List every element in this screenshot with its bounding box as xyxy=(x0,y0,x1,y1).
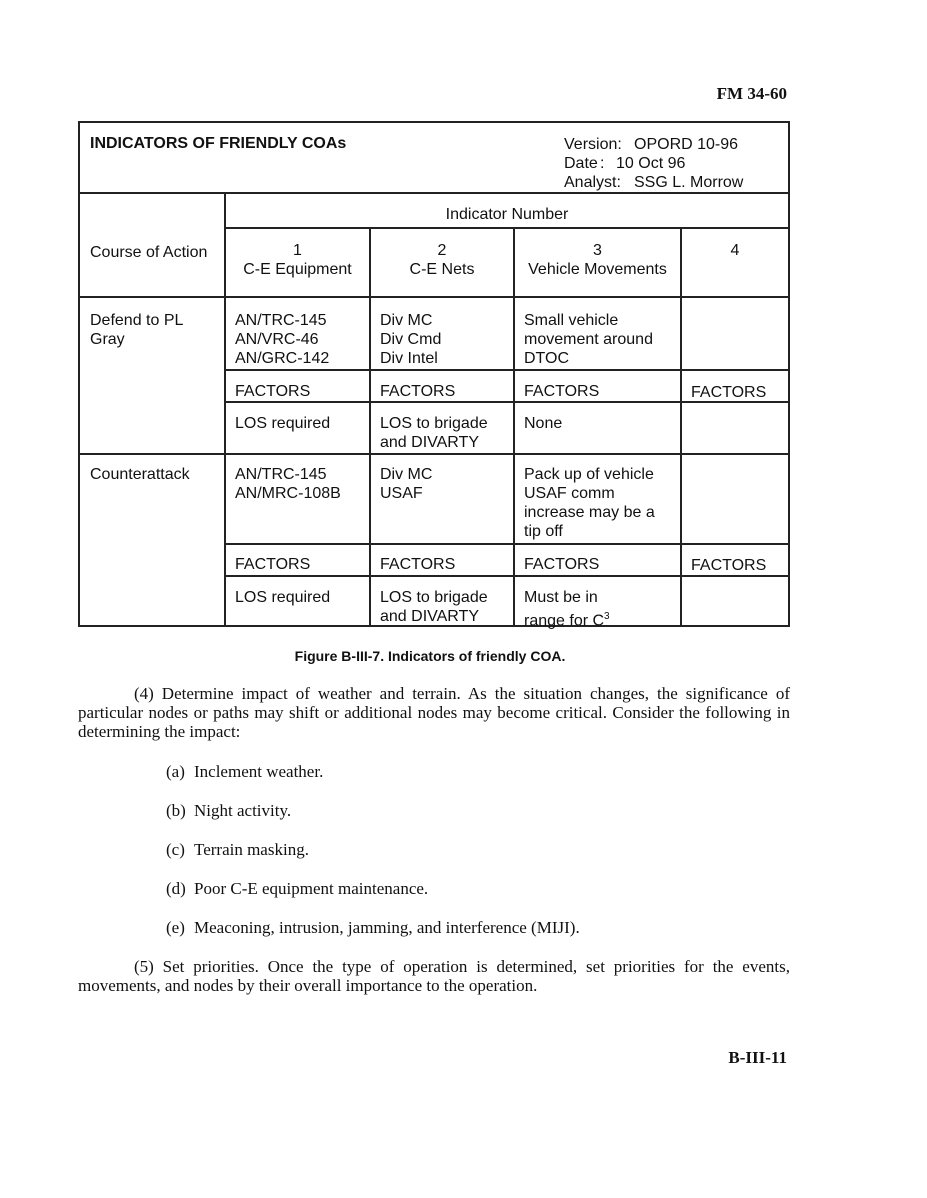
document-id-header: FM 34-60 xyxy=(716,84,787,103)
coa-defend-to-pl-gray: Defend to PL Gray xyxy=(90,312,184,348)
paragraph-5: (5) Set priorities. Once the type of operation is determined, set priorities for the events, movements, and nodes by their overall importance to the operation. xyxy=(78,957,790,995)
paragraph-4: (4) Determine impact of weather and terrain. As the situation changes, the significance of particular nodes or paths may shift or additional nodes may become critical. Consider the following in determining the impact: xyxy=(78,684,790,741)
column-header-2: 2 C-E Nets xyxy=(409,242,475,278)
row2-ce-nets: Div MC USAF xyxy=(380,466,433,502)
table-rule xyxy=(513,227,515,625)
factors-label: FACTORS xyxy=(235,383,311,400)
page-number: B-III-11 xyxy=(728,1048,787,1067)
factors-label: FACTORS xyxy=(691,557,767,574)
row1-factor-nets: LOS to brigade and DIVARTY xyxy=(380,415,488,451)
row2-factor-nets: LOS to brigade and DIVARTY xyxy=(380,589,488,625)
list-item: (c) Terrain masking. xyxy=(166,840,309,859)
row1-vehicle-movements: Small vehicle movement around DTOC xyxy=(524,312,653,367)
table-rule xyxy=(225,369,788,371)
list-item: (b) Night activity. xyxy=(166,801,292,820)
column-header-4: 4 xyxy=(730,242,740,259)
table-rule xyxy=(80,192,788,194)
coa-column-header: Course of Action xyxy=(90,244,208,261)
list-item: (e) Meaconing, intrusion, jamming, and interference (MIJI). xyxy=(166,918,580,937)
indicators-table xyxy=(78,121,790,630)
row1-factor-vehicles: None xyxy=(524,415,563,432)
column-header-3: 3 Vehicle Movements xyxy=(528,242,667,278)
figure-caption: Figure B-III-7. Indicators of friendly COA. xyxy=(294,648,566,664)
list-item: (a) Inclement weather. xyxy=(166,762,324,781)
table-rule xyxy=(369,227,371,625)
factors-label: FACTORS xyxy=(380,556,456,573)
factors-label: FACTORS xyxy=(691,384,767,401)
factors-label: FACTORS xyxy=(524,556,600,573)
row2-factor-vehicles: Must be in range for $C^3$ xyxy=(524,589,610,630)
table-rule xyxy=(225,543,788,545)
indicator-number-header: Indicator Number xyxy=(445,206,569,223)
column-header-1: 1 C-E Equipment xyxy=(243,242,352,278)
table-rule xyxy=(225,227,788,229)
row1-ce-equipment: AN/TRC-145 AN/VRC-46 AN/GRC-142 xyxy=(235,312,330,367)
coa-counterattack: Counterattack xyxy=(90,466,190,483)
row1-ce-nets: Div MC Div Cmd Div Intel xyxy=(380,312,442,367)
factors-label: FACTORS xyxy=(235,556,311,573)
row2-ce-equipment: AN/TRC-145 AN/MRC-108B xyxy=(235,466,341,502)
row1-factor-equipment: LOS required xyxy=(235,415,331,432)
row2-factor-equipment: LOS required xyxy=(235,589,331,606)
factors-label: FACTORS xyxy=(380,383,456,400)
list-item: (d) Poor C-E equipment maintenance. xyxy=(166,879,429,898)
factors-label: FACTORS xyxy=(524,383,600,400)
table-rule xyxy=(680,227,682,625)
table-title: INDICATORS OF FRIENDLY COAs xyxy=(90,135,347,152)
row2-vehicle-movements: Pack up of vehicle USAF comm increase may be a tip off xyxy=(524,466,655,540)
version-info: Version: OPORD 10-96 Date : 10 Oct 96 Analyst: SSG L. Morrow xyxy=(564,136,744,191)
table-rule xyxy=(225,575,788,577)
